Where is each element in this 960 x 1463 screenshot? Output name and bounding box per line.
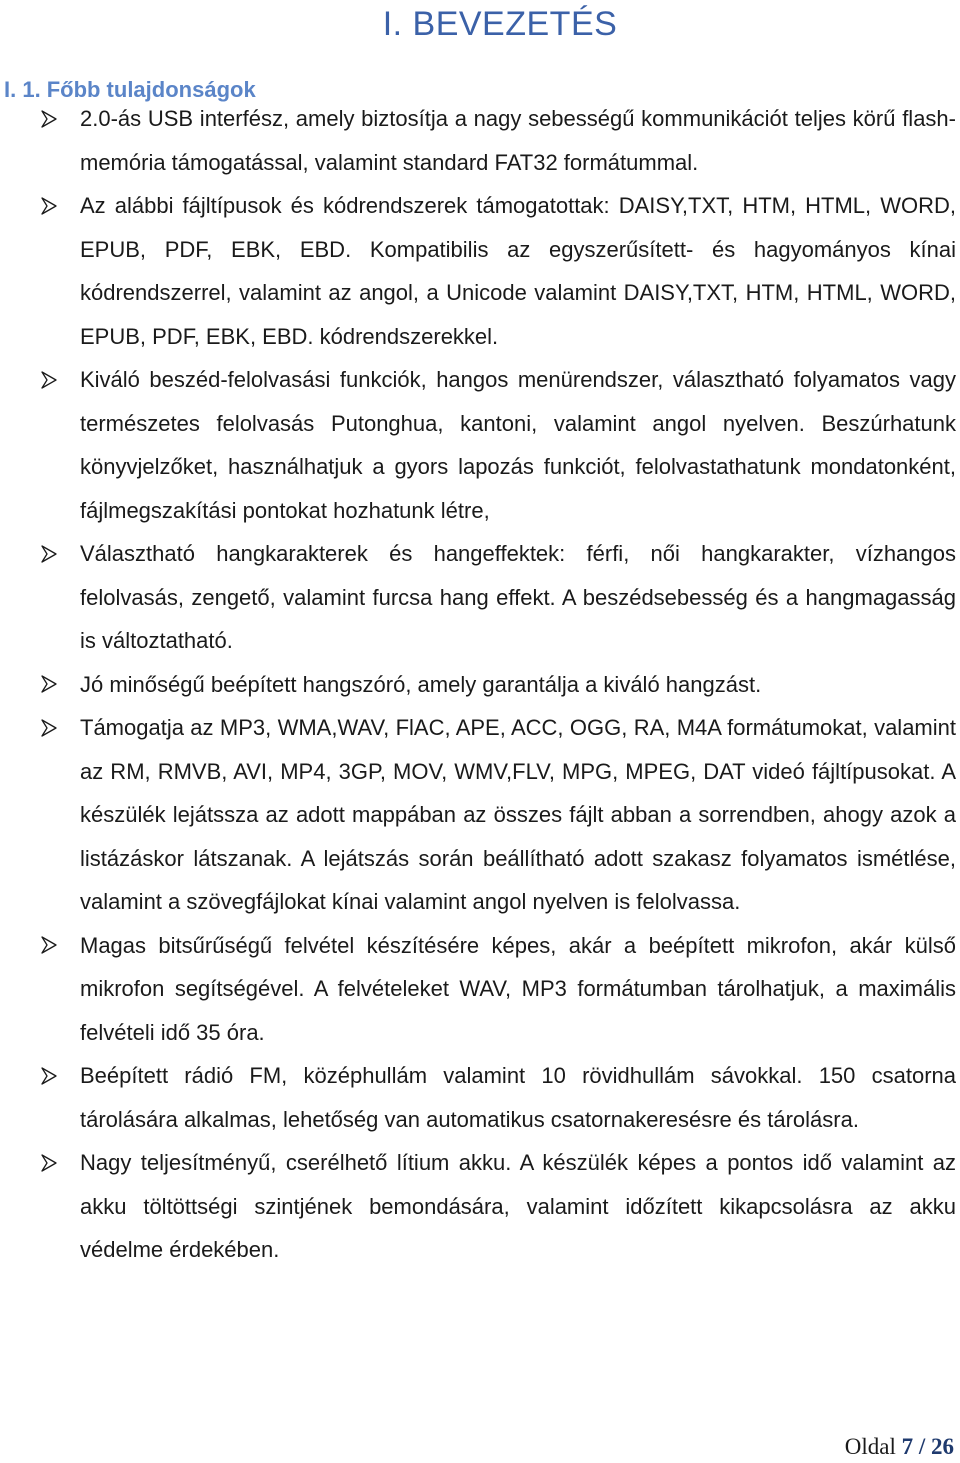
arrowhead-bullet-icon xyxy=(40,358,60,402)
arrowhead-bullet-icon xyxy=(40,1054,60,1098)
arrowhead-bullet-icon xyxy=(40,97,60,141)
feature-text: Nagy teljesítményű, cserélhető lítium akku. A készülék képes a pontos idő valamint az akku töltöttségi szintjének bemondására, valamint időzített kikapcsolásra az akku védelme érdekében. xyxy=(80,1150,956,1262)
feature-list xyxy=(0,97,960,1272)
feature-text: Magas bitsűrűségű felvétel készítésére képes, akár a beépített mikrofon, akár külső mikrofon segítségével. A felvételeket WAV, MP3 formátumban tárolhatjuk, a maximális felvételi idő 35 óra. xyxy=(80,932,956,1045)
chapter-title: I. BEVEZETÉS xyxy=(382,5,618,43)
list-item xyxy=(0,663,960,707)
total-pages: 26 xyxy=(931,1434,954,1459)
list-item xyxy=(0,532,960,663)
feature-text: Beépített rádió FM, középhullám valamint 10 rövidhullám sávokkal. 150 csatorna tárolására alkalmas, lehetőség van automatikus csatornakeresésre és tárolásra. xyxy=(80,1063,956,1132)
list-item xyxy=(0,184,960,358)
feature-text: Az alábbi fájltípusok és kódrendszerek támogatottak: DAISY,TXT, HTM, HTML, WORD, EPUB, PDF, EBK, EBD. Kompatibilis az egyszerűsített- és hagyományos kínai kódrendszerrel, valamint az angol, a Unicode valamint DAISY,TXT, HTM, HTML, WORD, EPUB, PDF, EBK, EBD. kódrendszerekkel. xyxy=(80,193,956,349)
arrowhead-bullet-icon xyxy=(40,1141,60,1185)
current-page: 7 xyxy=(901,1434,914,1459)
list-item xyxy=(0,97,960,184)
arrowhead-bullet-icon xyxy=(40,706,60,750)
list-item xyxy=(0,1054,960,1141)
feature-text: Jó minőségű beépített hangszóró, amely garantálja a kiváló hangzást. xyxy=(80,671,762,697)
list-item xyxy=(0,358,960,532)
feature-text: 2.0-ás USB interfész, amely biztosítja a nagy sebességű kommunikációt teljes körű flash-memória támogatással, valamint standard FAT32 formátummal. xyxy=(80,106,956,175)
page-separator: / xyxy=(918,1434,926,1459)
section-title: Főbb tulajdonságok xyxy=(46,77,256,102)
section-number: I. 1. xyxy=(4,77,41,102)
page-label: Oldal xyxy=(844,1434,896,1459)
arrowhead-bullet-icon xyxy=(40,663,60,707)
feature-text: Választható hangkarakterek és hangeffektek: férfi, női hangkarakter, vízhangos felolvasás, zengető, valamint furcsa hang effekt. A beszédsebesség és a hangmagasság is változtatható. xyxy=(80,541,956,653)
arrowhead-bullet-icon xyxy=(40,924,60,968)
feature-text: Kiváló beszéd-felolvasási funkciók, hangos menürendszer, választható folyamatos vagy természetes felolvasás Putonghua, kantoni, valamint angol nyelven. Beszúrhatunk könyvjelzőket, használhatjuk a gyors lapozás funkciót, felolvastathatunk mondatonként, fájlmegszakítási pontokat hozhatunk létre, xyxy=(80,367,956,523)
feature-text: Támogatja az MP3, WMA,WAV, FlAC, APE, ACC, OGG, RA, M4A formátumokat, valamint az RM, RMVB, AVI, MP4, 3GP, MOV, WMV,FLV, MPG, MPEG, DAT videó fájltípusokat. A készülék lejátssza az adott mappában az összes fájlt abban a sorrendben, ahogy azok a listázáskor látszanak. A lejátszás során beállítható adott szakasz folyamatos ismétlése, valamint a szövegfájlokat kínai valamint angol nyelven is felolvassa. xyxy=(80,715,956,914)
list-item xyxy=(0,924,960,1055)
list-item xyxy=(0,706,960,924)
arrowhead-bullet-icon xyxy=(40,184,60,228)
arrowhead-bullet-icon xyxy=(40,532,60,576)
page-number xyxy=(845,1433,954,1461)
list-item xyxy=(0,1141,960,1272)
